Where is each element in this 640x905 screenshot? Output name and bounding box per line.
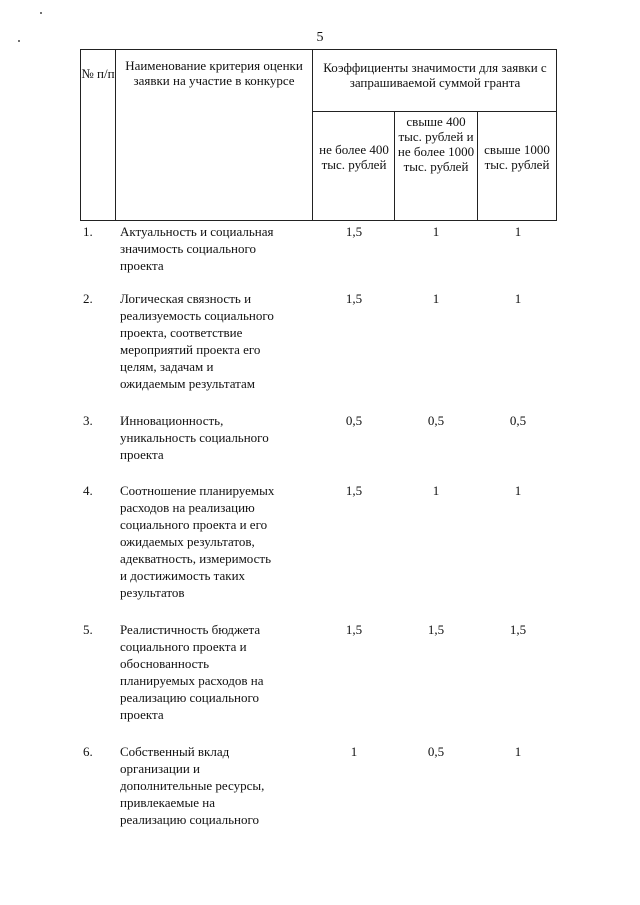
criterion-line: планируемых расходов на [120,673,264,688]
header-subcolumn-label: не более 400 тыс. рублей [319,142,389,172]
coef-400-to-1000: 1 [432,224,440,239]
criterion-line: ожидаемых результатов, [120,534,255,549]
header-coefficients-label: Коэффициенты значимости для заявки с запрашиваемой суммой гранта [323,60,547,90]
coef-over-1000: 1 [514,224,522,239]
coef-up-to-400: 1,5 [345,622,363,637]
criterion-text [120,223,310,274]
scan-speck [40,12,42,14]
header-subcolumn-label: свыше 400 тыс. рублей и не более 1000 тыс. рублей [397,114,475,174]
criterion-line: проекта [120,258,164,273]
criterion-line: проекта [120,447,164,462]
criterion-line: Актуальность и социальная [120,224,274,239]
header-coefficients-group [316,60,554,90]
row-number: 5. [83,622,93,637]
criterion-line: реализацию социального [120,812,259,827]
criterion-line: Соотношение планируемых [120,483,275,498]
header-subcolumn-label: свыше 1000 тыс. рублей [484,142,550,172]
coef-up-to-400: 0,5 [345,413,363,428]
criterion-text [120,412,310,463]
criterion-line: значимость социального [120,241,256,256]
criterion-text [120,290,310,392]
criterion-line: Инновационность, [120,413,224,428]
coef-up-to-400: 1,5 [345,291,363,306]
header-criterion-label: Наименование критерия оценки заявки на участие в конкурсе [125,58,303,88]
criterion-line: Логическая связность и [120,291,252,306]
coef-up-to-400: 1,5 [345,224,363,239]
criterion-line: обоснованность [120,656,210,671]
row-number: 6. [83,744,93,759]
header-subcolumn-up-to-400 [316,142,392,172]
criterion-line: проекта, соответствие [120,325,243,340]
scan-speck [18,40,20,42]
criterion-line: целям, задачам и [120,359,214,374]
criterion-line: реализуемость социального [120,308,274,323]
criterion-line: адекватность, измеримость [120,551,272,566]
coef-over-1000: 1 [514,483,522,498]
criterion-line: Реалистичность бюджета [120,622,261,637]
row-number: 3. [83,413,93,428]
criterion-line: мероприятий проекта его [120,342,261,357]
criterion-line: реализацию социального [120,690,259,705]
coef-400-to-1000: 1,5 [427,622,445,637]
coef-over-1000: 1,5 [509,622,527,637]
criterion-line: социального проекта и его [120,517,268,532]
criterion-line: организации и [120,761,200,776]
criterion-line: расходов на реализацию [120,500,255,515]
row-number: 2. [83,291,93,306]
criterion-line: уникальность социального [120,430,269,445]
criterion-line: результатов [120,585,185,600]
criterion-text [120,482,310,601]
row-number: 1. [83,224,93,239]
coef-over-1000: 1 [514,291,522,306]
row-number: 4. [83,483,93,498]
criterion-line: ожидаемым результатам [120,376,255,391]
criterion-line: привлекаемые на [120,795,216,810]
header-num-label: № п/п [81,66,115,81]
header-criterion-column [118,58,310,88]
header-subcolumn-400-to-1000 [397,114,475,174]
header-num-column [81,66,115,81]
header-subcolumn-over-1000 [480,142,554,172]
coef-400-to-1000: 0,5 [427,744,445,759]
criterion-text [120,743,310,828]
coef-up-to-400: 1,5 [345,483,363,498]
criterion-line: дополнительные ресурсы, [120,778,265,793]
coef-up-to-400: 1 [350,744,358,759]
coef-400-to-1000: 0,5 [427,413,445,428]
criterion-line: социального проекта и [120,639,247,654]
coef-400-to-1000: 1 [432,483,440,498]
criterion-line: и достижимость таких [120,568,246,583]
coef-over-1000: 0,5 [509,413,527,428]
criterion-line: Собственный вклад [120,744,230,759]
coef-over-1000: 1 [514,744,522,759]
criterion-line: проекта [120,707,164,722]
coef-400-to-1000: 1 [432,291,440,306]
criterion-text [120,621,310,723]
page-number: 5 [316,30,324,45]
